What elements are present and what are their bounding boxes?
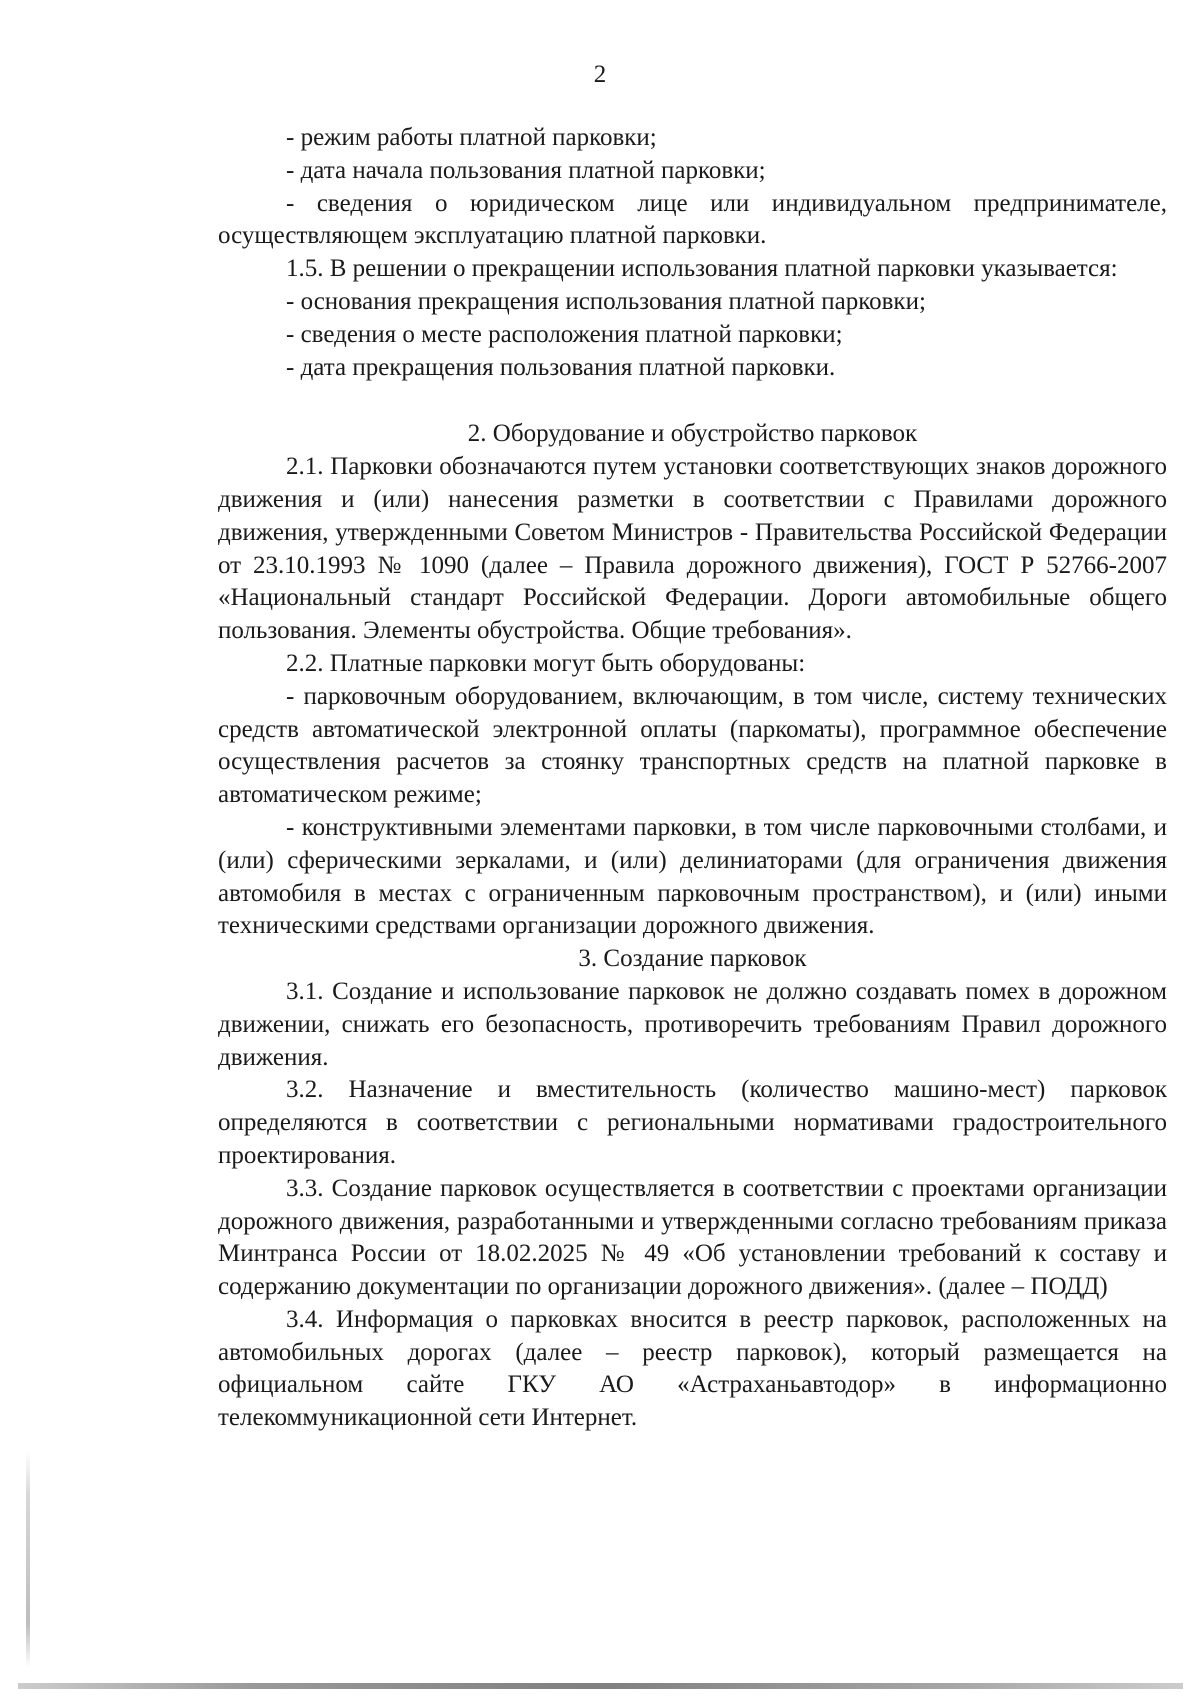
section-2-heading: 2. Оборудование и обустройство парковок bbox=[467, 420, 918, 448]
paragraph-1-5: 1.5. В решении о прекращении использования платной парковки указывается: bbox=[286, 255, 1118, 283]
section-3-heading: 3. Создание парковок bbox=[578, 945, 807, 973]
list-item-structural-elements: - конструктивными элементами парковки, в том числе парковочными столбами, и (или) сферическими зеркалами, и (или) делиниаторами (для ограничения движения автомобиля в местах с ограниченным парковочным пространством), и (или) иными техническими средствами организации дорожного движения. bbox=[218, 813, 1167, 940]
scan-bottom-edge bbox=[18, 1683, 1183, 1689]
list-item-location-info: - сведения о месте расположения платной парковки; bbox=[286, 320, 843, 348]
list-item-start-date: - дата начала пользования платной парковки; bbox=[286, 156, 766, 184]
page-number: 2 bbox=[593, 61, 607, 88]
paragraph-3-2: 3.2. Назначение и вместительность (количество машино-мест) парковок определяются в соответствии с региональными нормативами градостроительного проектирования. bbox=[218, 1076, 1167, 1169]
list-item-operating-mode: - режим работы платной парковки; bbox=[286, 124, 657, 151]
paragraph-2-1: 2.1. Парковки обозначаются путем установки соответствующих знаков дорожного движения и (или) нанесения разметки в соответствии с Правилами дорожного движения, утвержденными Советом Министров - Правительства Российской Федерации от 23.10.1993 № 1090 (далее – Правила дорожного движения), ГОСТ Р 52766-2007 «Национальный стандарт Российской Федерации. Дороги автомобильные общего пользования. Элементы обустройства. Общие требования». bbox=[218, 453, 1167, 645]
paragraph-3-1: 3.1. Создание и использование парковок не должно создавать помех в дорожном движении, снижать его безопасность, противоречить требованиям Правил дорожного движения. bbox=[218, 977, 1167, 1071]
paragraph-2-2: 2.2. Платные парковки могут быть оборудованы: bbox=[286, 649, 806, 677]
paragraph-3-3: 3.3. Создание парковок осуществляется в соответствии с проектами организации дорожного движения, разработанными и утвержденными согласно требованиям приказа Минтранса России от 18.02.2025 № 49 «Об установлении требований к составу и содержанию документации по организации дорожного движения». (далее – ПОДД) bbox=[218, 1174, 1167, 1301]
document-body bbox=[218, 122, 1167, 1435]
list-item-termination-date: - дата прекращения пользования платной парковки. bbox=[286, 353, 836, 381]
list-item-parking-equipment: - парковочным оборудованием, включающим, в том числе, систему технических средств автоматической электронной оплаты (паркоматы), программное обеспечение осуществления расчетов за стоянку транспортных средств на платной парковке в автоматическом режиме; bbox=[218, 682, 1167, 809]
paragraph-3-4: 3.4. Информация о парковках вносится в реестр парковок, расположенных на автомобильных дорогах (далее – реестр парковок), который размещается на официальном сайте ГКУ АО «Астраханьавтодор» в информационно телекоммуникационной сети Интернет. bbox=[218, 1305, 1167, 1432]
list-item-termination-grounds: - основания прекращения использования платной парковки; bbox=[286, 287, 926, 315]
scan-edge-shadow bbox=[26, 1452, 30, 1667]
list-item-operator-info: - сведения о юридическом лице или индивидуальном предпринимателе, осуществляющем эксплуатацию платной парковки. bbox=[218, 189, 1167, 250]
